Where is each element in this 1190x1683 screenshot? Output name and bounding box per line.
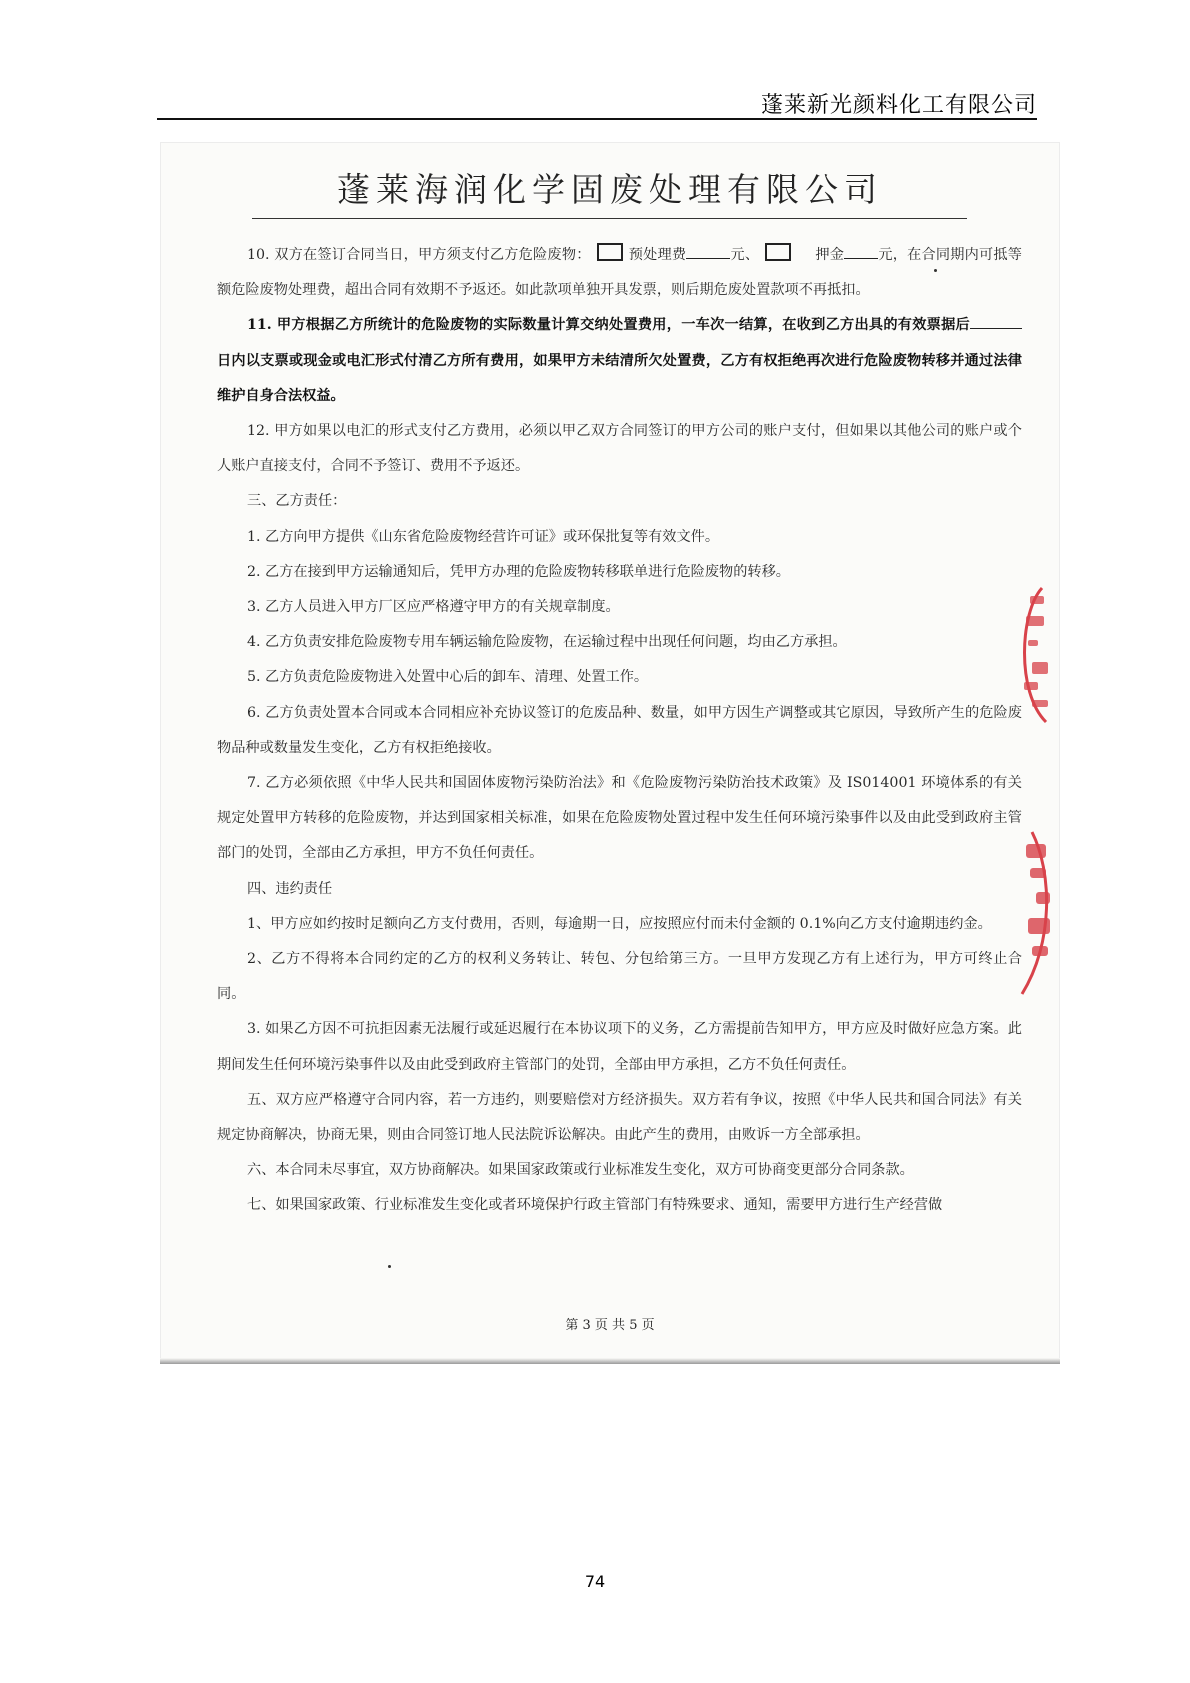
section-3-item: 3. 乙方人员进入甲方厂区应严格遵守甲方的有关规章制度。 xyxy=(247,599,620,616)
section-6: 六、本合同未尽事宜，双方协商解决。如果国家政策或行业标准发生变化，双方可协商变更部分合同条款。 xyxy=(247,1162,914,1179)
document-title: 蓬莱海润化学固废处理有限公司 xyxy=(337,170,883,209)
clause-11: 11. 甲方根据乙方所统计的危险废物的实际数量计算交纳处置费用，一车次一结算，在收到乙方出具的有效票据后日内以支票或现金或电汇形式付清乙方所有费用，如果甲方未结清所欠处置费，乙方有权拒绝再次进行危险废物转移并通过法律维护自身合法权益。 xyxy=(217,317,1022,404)
section-7: 七、如果国家政策、行业标准发生变化或者环境保护行政主管部门有特殊要求、通知，需要甲方进行生产经营做 xyxy=(247,1197,943,1214)
section-5: 五、双方应严格遵守合同内容，若一方违约，则要赔偿对方经济损失。双方若有争议，按照《中华人民共和国合同法》有关规定协商解决，协商无果，则由合同签订地人民法院诉讼解决。由此产生的费用，由败诉一方全部承担。 xyxy=(217,1091,1022,1144)
checkbox-pretreatment-fee[interactable] xyxy=(597,243,623,261)
title-rule xyxy=(252,218,967,219)
section-3-item: 2. 乙方在接到甲方运输通知后，凭甲方办理的危险废物转移联单进行危险废物的转移。 xyxy=(247,563,790,580)
section-3-item: 5. 乙方负责危险废物进入处置中心后的卸车、清理、处置工作。 xyxy=(247,669,649,686)
section-3-title: 三、乙方责任： xyxy=(247,493,347,510)
blank-payment-days xyxy=(970,328,1022,329)
scan-speck xyxy=(388,1265,391,1268)
section-3-item: 1. 乙方向甲方提供《山东省危险废物经营许可证》或环保批复等有效文件。 xyxy=(247,528,720,545)
scanned-contract-page xyxy=(160,142,1060,1364)
scan-edge-shadow xyxy=(160,1358,1060,1364)
document-page-indicator: 第 3 页 共 5 页 xyxy=(565,1318,655,1333)
checkbox-deposit[interactable] xyxy=(765,243,791,261)
header-company-name: 蓬莱新光颜料化工有限公司 xyxy=(760,93,1037,118)
contract-body xyxy=(217,238,1022,1224)
clause-12: 12. 甲方如果以电汇的形式支付乙方费用，必须以甲乙双方合同签订的甲方公司的账户支付，但如果以其他公司的账户或个人账户直接支付，合同不予签订、费用不予返还。 xyxy=(217,423,1022,475)
seal-marks xyxy=(1024,596,1048,707)
section-4-item: 1、甲方应如约按时足额向乙方支付费用，否则，每逾期一日，应按照应付而未付金额的 0.1%向乙方支付逾期违约金。 xyxy=(247,915,992,932)
company-seal-fragment-top xyxy=(1002,582,1058,727)
clause-10: 10. 双方在签订合同当日，甲方须支付乙方危险废物： 预处理费 元、 押金 元，在合同期内可抵等额危险废物处理费，超出合同有效期不予返还。如此款项单独开具发票，则后期危废处置款项不再抵扣。 xyxy=(217,238,1022,308)
company-seal-fragment-bottom xyxy=(1002,822,1058,1002)
scan-speck xyxy=(934,269,937,272)
section-4-item: 3. 如果乙方因不可抗拒因素无法履行或延迟履行在本协议项下的义务，乙方需提前告知甲方，甲方应及时做好应急方案。此期间发生任何环境污染事件以及由此受到政府主管部门的处罚，全部由甲方承担，乙方不负任何责任。 xyxy=(217,1021,1022,1073)
footer-page-number: 74 xyxy=(584,1572,606,1591)
blank-pretreatment-fee xyxy=(686,258,730,259)
section-3-item: 4. 乙方负责安排危险废物专用车辆运输危险废物，在运输过程中出现任何问题，均由乙方承担。 xyxy=(247,634,847,651)
section-4-title: 四、违约责任 xyxy=(247,880,333,897)
section-3-item: 6. 乙方负责处置本合同或本合同相应补充协议签订的危废品种、数量，如甲方因生产调整或其它原因，导致所产生的危险废物品种或数量发生变化，乙方有权拒绝接收。 xyxy=(217,704,1022,756)
page-header xyxy=(157,80,1037,120)
blank-deposit xyxy=(844,258,878,259)
section-3-item: 7. 乙方必须依照《中华人民共和国固体废物污染防治法》和《危险废物污染防治技术政策》及 IS014001 环境体系的有关规定处置甲方转移的危险废物，并达到国家相关标准，如果在危险废物处置过程中发生任何环境污染事件以及由此受到政府主管部门的处罚，全部由乙方承担，甲方不负任何责任。 xyxy=(217,775,1022,862)
section-4-item: 2、乙方不得将本合同约定的乙方的权利义务转让、转包、分包给第三方。一旦甲方发现乙方有上述行为，甲方可终止合同。 xyxy=(217,951,1022,1003)
seal-marks xyxy=(1026,844,1050,956)
